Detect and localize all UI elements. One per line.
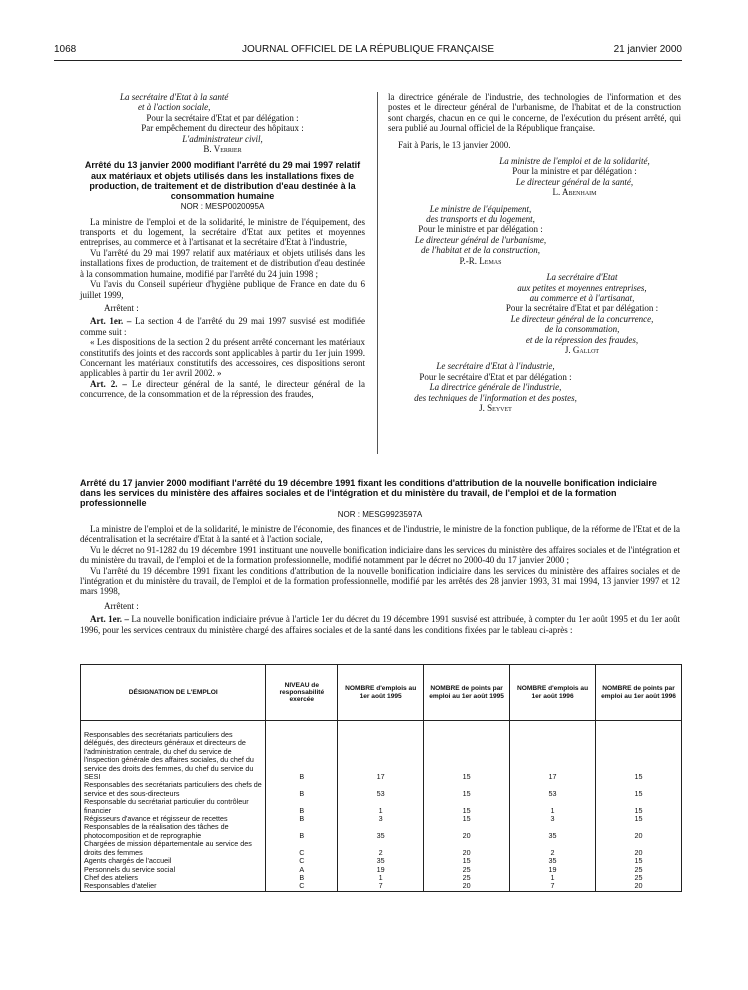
sig-name: P.-R. Lemas: [459, 255, 502, 266]
value-cell: 15: [424, 781, 510, 798]
sig-name: B. Verrier: [203, 144, 242, 155]
value-cell: 53: [510, 781, 596, 798]
value-cell: 1: [510, 874, 596, 882]
sig-line: au commerce et à l'artisanat,: [529, 292, 635, 303]
paragraph: La ministre de l'emploi et de la solidarité, le ministre de l'équipement, des transports et du logement, la secrétaire d'Etat aux petites et moyennes entreprises, au commerce et à l'artisanat et la secrétaire d'Etat à l'industrie,: [80, 216, 365, 248]
designation-cell: Responsables des secrétariats particuliers des délégués, des directeurs généraux et directeurs de l'administration centrale, du chef du service de l'inspection générale des affaires sociales, du chef du service des droits des femmes, du chef du service du SESI: [81, 721, 266, 782]
second-arrete: [80, 478, 680, 635]
value-cell: 7: [338, 882, 424, 891]
sig-line: Le ministre de l'équipement,: [429, 203, 532, 214]
article-1: [80, 316, 365, 337]
table-row: [81, 840, 682, 857]
sig-line: et à l'action sociale,: [138, 102, 211, 113]
sig-name: L. Abenhaim: [552, 187, 597, 198]
sig-line: des transports et du logement,: [426, 214, 535, 225]
value-cell: 1: [338, 874, 424, 882]
signature-block-top: [80, 92, 365, 113]
done-at: Fait à Paris, le 13 janvier 2000.: [398, 139, 511, 150]
page-header: [54, 44, 682, 58]
designation-cell: Responsables de la réalisation des tâches de photocomposition et de reprographie: [81, 823, 266, 840]
value-cell: 2: [338, 840, 424, 857]
paragraph: Vu le décret no 91-1282 du 19 décembre 1991 instituant une nouvelle bonification indiciaire dans les services du ministère des affaires sociales et de l'intégration et du ministère du travail, de l'emploi et de la formation professionnelle, modifié notamment par le décret no 2000-40 du 17 janvier 2000 ;: [80, 544, 680, 566]
article-label: Art. 1er. –: [90, 614, 129, 625]
value-cell: 15: [424, 857, 510, 865]
value-cell: B: [266, 874, 338, 882]
signature-block: [388, 272, 681, 355]
sig-line: Par empêchement du directeur des hôpitaux :: [141, 123, 304, 134]
table-row: [81, 882, 682, 891]
table-row: [81, 781, 682, 798]
designation-cell: Personnels du service social: [81, 866, 266, 874]
value-cell: 25: [424, 874, 510, 882]
paragraph: Vu l'arrêté du 29 mai 1997 relatif aux matériaux et objets utilisés dans les installations fixes de production, de traitement et de distribution d'eau destinée à la consommation humaine, modifié par l'arrêté du 24 juin 1998 ;: [80, 247, 365, 279]
sig-line: des techniques de l'information et des postes,: [414, 392, 577, 403]
value-cell: 35: [338, 823, 424, 840]
value-cell: 53: [338, 781, 424, 798]
value-cell: 20: [424, 840, 510, 857]
signature-block: [388, 361, 603, 413]
value-cell: A: [266, 866, 338, 874]
value-cell: 15: [424, 798, 510, 815]
designation-cell: Chef des ateliers: [81, 874, 266, 882]
value-cell: 15: [596, 857, 682, 865]
value-cell: 15: [596, 781, 682, 798]
paragraph: la directrice générale de l'industrie, des technologies de l'information et des postes et le directeur général de l'urbanisme, de l'habitat et de la construction sont chargés, chacun en ce qui le concerne, de l'exécution du présent arrêté, qui sera publié au Journal officiel de la République française.: [388, 92, 681, 134]
value-cell: 25: [424, 866, 510, 874]
arrete-title: Arrêté du 17 janvier 2000 modifiant l'arrêté du 19 décembre 1991 fixant les conditions d'attribution de la nouvelle bonification indiciaire dans les services du ministère des affaires sociales et de l'intégration et du ministère du travail, de l'emploi et de la formation professionnelle: [80, 478, 657, 509]
sig-line: Le directeur général de la concurrence,: [510, 313, 654, 324]
sig-line: Le directeur général de la santé,: [515, 176, 634, 187]
value-cell: 20: [596, 840, 682, 857]
value-cell: B: [266, 798, 338, 815]
designation-cell: Responsables d'atelier: [81, 882, 266, 891]
table-row: [81, 721, 682, 782]
sig-line: Pour la ministre et par délégation :: [512, 166, 637, 177]
nor-reference: NOR : MESG9923597A: [337, 509, 423, 519]
sig-line: La ministre de l'emploi et de la solidarité,: [499, 156, 650, 167]
sig-line: L'administrateur civil,: [182, 133, 263, 144]
sig-line: La secrétaire d'Etat: [546, 272, 618, 283]
value-cell: 3: [338, 815, 424, 823]
value-cell: 17: [510, 721, 596, 782]
sig-line: Pour le secrétaire d'Etat et par délégation :: [419, 371, 572, 382]
signature-block: [388, 156, 681, 198]
nor-reference: NOR : MESP0020095A: [180, 202, 265, 212]
right-column: [388, 92, 681, 413]
arretent: Arrêtent :: [104, 302, 139, 313]
arretent: Arrêtent :: [104, 600, 139, 611]
sig-name: J. Seyvet: [479, 402, 512, 413]
value-cell: 19: [510, 866, 596, 874]
value-cell: 20: [596, 882, 682, 891]
value-cell: 20: [424, 882, 510, 891]
value-cell: 35: [510, 823, 596, 840]
value-cell: 2: [510, 840, 596, 857]
value-cell: 17: [338, 721, 424, 782]
article-label: Art. 1er. –: [90, 316, 132, 327]
value-cell: 7: [510, 882, 596, 891]
value-cell: 25: [596, 866, 682, 874]
value-cell: C: [266, 840, 338, 857]
value-cell: 35: [338, 857, 424, 865]
value-cell: 19: [338, 866, 424, 874]
nbi-table: [80, 664, 682, 892]
value-cell: B: [266, 815, 338, 823]
article-1: [80, 614, 680, 635]
column-header: NOMBRE d'emplois au 1er août 1996: [510, 665, 596, 721]
sig-line: Pour la secrétaire d'Etat et par délégation :: [505, 303, 659, 314]
column-header: NOMBRE d'emplois au 1er août 1995: [338, 665, 424, 721]
article-text: La nouvelle bonification indiciaire prévue à l'article 1er du décret du 19 décembre 1991 susvisé est attribuée, à compter du 1er août 1995 et du 1er août 1996, pour les services centraux du ministère chargé des affaires sociales et de la santé dans les conditions fixées par le tableau ci-après :: [80, 614, 681, 635]
value-cell: B: [266, 823, 338, 840]
value-cell: 15: [596, 721, 682, 782]
designation-cell: Régisseurs d'avance et régisseur de recettes: [81, 815, 266, 823]
sig-line: Pour la secrétaire d'Etat et par délégation :: [146, 112, 299, 123]
column-header: NOMBRE de points par emploi au 1er août 1995: [424, 665, 510, 721]
value-cell: 15: [424, 721, 510, 782]
value-cell: C: [266, 882, 338, 891]
article-2: [80, 379, 365, 400]
left-column: [80, 92, 365, 400]
quote: « Les dispositions de la section 2 du présent arrêté concernant les matériaux constitutifs des joints et des raccords sont applicables à partir du 1er juin 1999. Concernant les matériaux constitutifs des accessoires, ces dispositions seront applicables à partir du 1er avril 2002. »: [80, 337, 365, 379]
paragraph: La ministre de l'emploi et de la solidarité, le ministre de l'économie, des finances et de l'industrie, le ministre de la fonction publique, de la réforme de l'Etat et de la décentralisation et la secrétaire d'Etat à la santé et à l'action sociale,: [80, 524, 680, 545]
column-header: NIVEAU de responsabilité exercée: [266, 665, 338, 721]
sig-line: La directrice générale de l'industrie,: [429, 382, 562, 393]
sig-line: Le secrétaire d'Etat à l'industrie,: [436, 361, 555, 372]
table-row: [81, 798, 682, 815]
designation-cell: Chargées de mission départementale au service des droits des femmes: [81, 840, 266, 857]
table-row: [81, 823, 682, 840]
sig-line: et de la répression des fraudes,: [525, 334, 639, 345]
value-cell: 20: [424, 823, 510, 840]
sig-name: J. Gallot: [564, 344, 600, 355]
value-cell: 3: [510, 815, 596, 823]
arrete-title: Arrêté du 13 janvier 2000 modifiant l'arrêté du 29 mai 1997 relatif aux matériaux et objets utilisés dans les installations fixes de production, de traitement et de distribution d'eau destinée à la consommation humaine: [84, 160, 361, 202]
value-cell: 1: [510, 798, 596, 815]
article-label: Art. 2. –: [90, 378, 127, 389]
sig-line: de la consommation,: [544, 324, 620, 335]
paragraph: Vu l'avis du Conseil supérieur d'hygiène publique de France en date du 6 juillet 1999,: [80, 279, 365, 300]
sig-line: Pour le ministre et par délégation :: [418, 224, 543, 235]
value-cell: B: [266, 721, 338, 782]
page-number: 1068: [54, 44, 77, 55]
value-cell: C: [266, 857, 338, 865]
sig-line: aux petites et moyennes entreprises,: [517, 282, 647, 293]
signature-block: [388, 204, 573, 266]
designation-cell: Responsable du secrétariat particulier du contrôleur financier: [81, 798, 266, 815]
header-rule: [54, 60, 682, 61]
designation-cell: Agents chargés de l'accueil: [81, 857, 266, 865]
paragraph: Vu l'arrêté du 19 décembre 1991 fixant les conditions d'attribution de la nouvelle bonification indiciaire dans les services du ministère des affaires sociales et de l'intégration et du ministère du travail, de l'emploi et de la formation professionnelle, modifié par les arrêtés des 28 janvier 1993, 31 mai 1994, 13 janvier 1997 et 12 mars 1998,: [80, 565, 680, 597]
article-text: La section 4 de l'arrêté du 29 mai 1997 susvisé est modifiée comme suit :: [80, 316, 366, 337]
article-text: Le directeur général de la santé, le directeur général de la concurrence, de la consommation et de la répression des fraudes,: [80, 378, 365, 400]
issue-date: 21 janvier 2000: [613, 44, 682, 55]
value-cell: 35: [510, 857, 596, 865]
sig-line: Le directeur général de l'urbanisme,: [414, 234, 547, 245]
sig-line: de l'habitat et de la construction,: [421, 245, 540, 256]
value-cell: 15: [424, 815, 510, 823]
value-cell: 15: [596, 815, 682, 823]
value-cell: 20: [596, 823, 682, 840]
designation-cell: Responsables des secrétariats particuliers des chefs de service et des sous-directeurs: [81, 781, 266, 798]
value-cell: B: [266, 781, 338, 798]
value-cell: 25: [596, 874, 682, 882]
value-cell: 1: [338, 798, 424, 815]
column-header: DÉSIGNATION DE L'EMPLOI: [81, 665, 266, 721]
column-separator: [377, 92, 378, 454]
table-header-row: [81, 665, 682, 721]
value-cell: 15: [596, 798, 682, 815]
journal-title: JOURNAL OFFICIEL DE LA RÉPUBLIQUE FRANÇAISE: [241, 44, 495, 55]
sig-line: La secrétaire d'Etat à la santé: [120, 92, 229, 102]
column-header: NOMBRE de points par emploi au 1er août 1996: [596, 665, 682, 721]
